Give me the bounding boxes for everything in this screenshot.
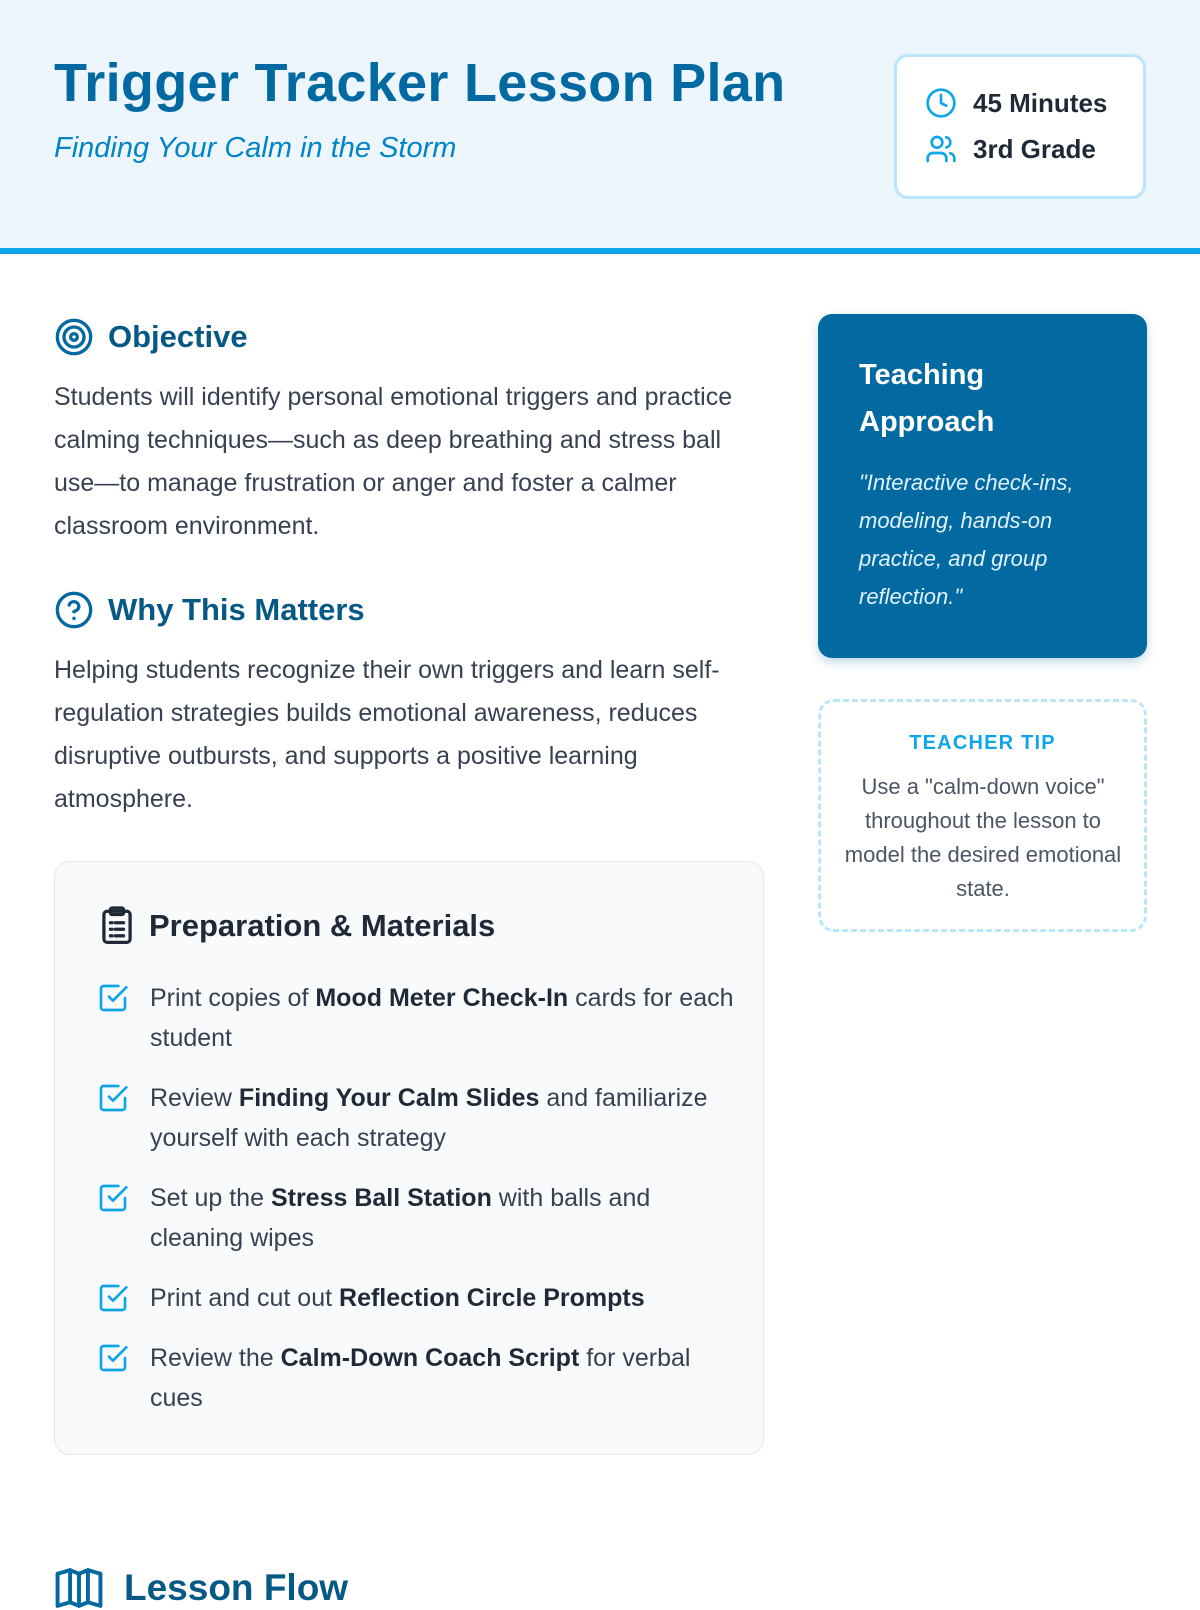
preparation-title: Preparation & Materials <box>149 908 496 943</box>
preparation-item <box>97 1338 737 1418</box>
lesson-flow-title: Lesson Flow <box>124 1567 349 1608</box>
why-text: Helping students recognize their own triggers and learn self-regulation strategies builds emotional awareness, reduces disruptive outbursts, and supports a positive learning atmosphere. <box>54 656 720 813</box>
why-title: Why This Matters <box>108 592 365 627</box>
grade-row <box>925 133 1096 165</box>
preparation-heading <box>99 906 495 946</box>
preparation-item-text: Print copies of Mood Meter Check-In cards for each student <box>150 984 734 1052</box>
teaching-approach-title: Teaching Approach <box>859 359 995 438</box>
objective-title: Objective <box>108 319 248 354</box>
preparation-item <box>97 1178 737 1258</box>
duration-text: 45 Minutes <box>973 87 1108 118</box>
lesson-meta-box <box>894 54 1146 199</box>
teacher-tip-text: Use a "calm-down voice" throughout the lesson to model the desired emotional state. <box>844 774 1122 901</box>
preparation-item <box>97 1278 737 1318</box>
question-circle-icon <box>54 590 94 630</box>
preparation-item-text: Review Finding Your Calm Slides and familiarize yourself with each strategy <box>150 1084 708 1152</box>
preparation-item-text: Set up the Stress Ball Station with balls and cleaning wipes <box>150 1184 651 1252</box>
objective-text: Students will identify personal emotional triggers and practice calming techniques—such as deep breathing and stress ball use—to manage frustration or anger and foster a calmer classroom environment. <box>54 383 733 540</box>
clock-icon <box>925 87 957 119</box>
preparation-item-text: Review the Calm-Down Coach Script for verbal cues <box>150 1344 691 1412</box>
preparation-item <box>97 1078 737 1158</box>
checkbox-checked-icon <box>97 1082 129 1114</box>
grade-text: 3rd Grade <box>973 133 1096 164</box>
lesson-flow-heading <box>54 1566 348 1610</box>
teacher-tip-card <box>818 699 1147 932</box>
teaching-approach-quote: "Interactive check-ins, modeling, hands-on practice, and group reflection." <box>859 470 1074 609</box>
teaching-approach-card <box>818 314 1147 658</box>
checkbox-checked-icon <box>97 1342 129 1374</box>
objective-heading <box>54 317 248 357</box>
preparation-item-text: Print and cut out Reflection Circle Prompts <box>150 1284 645 1312</box>
page-title: Trigger Tracker Lesson Plan <box>54 53 786 113</box>
preparation-item <box>97 978 737 1058</box>
preparation-card <box>54 861 764 1455</box>
book-open-icon <box>54 1566 104 1610</box>
teacher-tip-label: TEACHER TIP <box>909 732 1056 754</box>
clipboard-icon <box>99 906 135 946</box>
why-heading <box>54 590 365 630</box>
users-icon <box>925 133 957 165</box>
header <box>0 0 1200 254</box>
checkbox-checked-icon <box>97 982 129 1014</box>
checkbox-checked-icon <box>97 1282 129 1314</box>
checkbox-checked-icon <box>97 1182 129 1214</box>
duration-row <box>925 87 1107 119</box>
page-subtitle: Finding Your Calm in the Storm <box>54 132 457 164</box>
target-icon <box>54 317 94 357</box>
